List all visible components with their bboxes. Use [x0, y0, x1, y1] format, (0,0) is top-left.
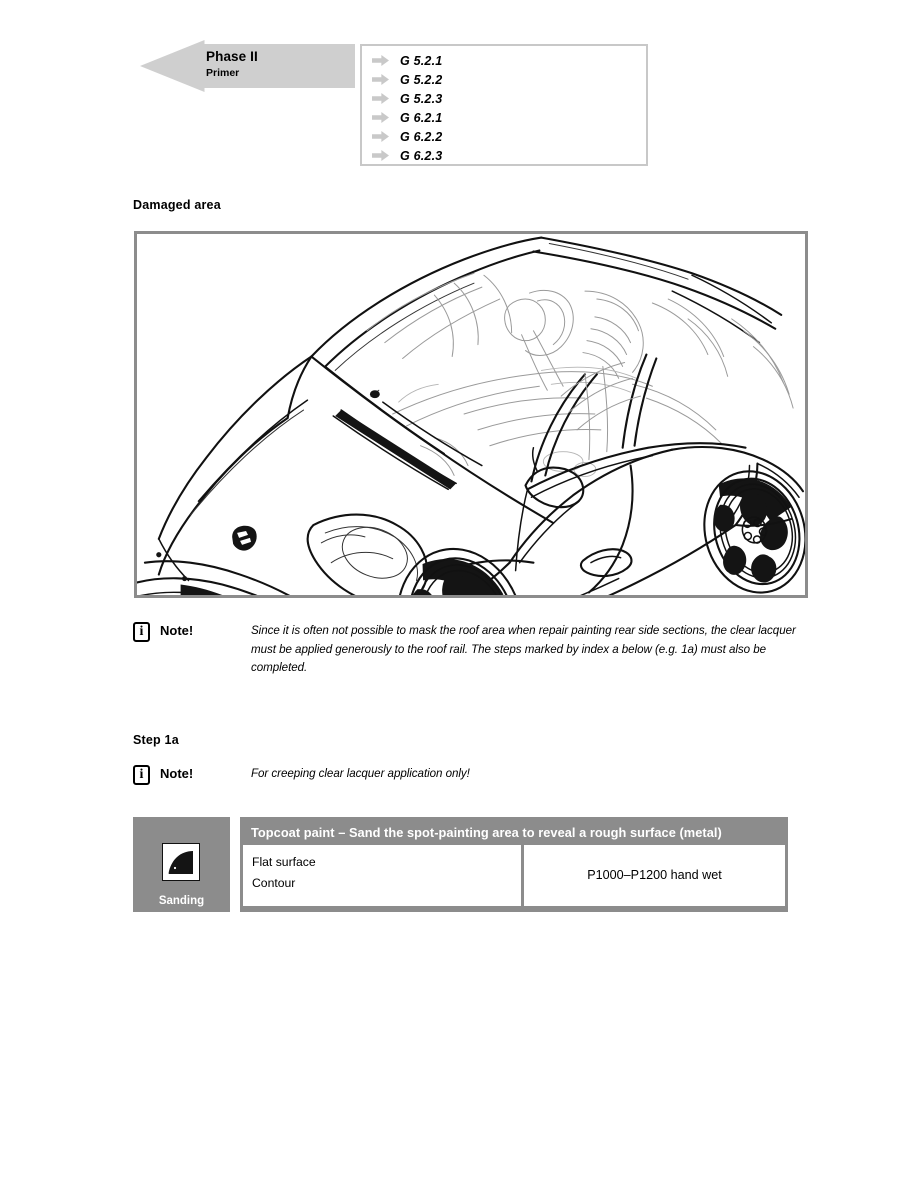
phase-title: Phase II: [206, 49, 258, 64]
phase-banner: [140, 40, 355, 92]
reference-label: G 5.2.1: [400, 53, 443, 68]
note-text: For creeping clear lacquer application only!: [251, 767, 470, 780]
reference-label: G 5.2.3: [400, 91, 443, 106]
phase-subtitle: Primer: [206, 67, 240, 79]
info-icon-glyph: i: [139, 767, 144, 782]
procedure-table: [133, 817, 788, 912]
list-item[interactable]: [372, 89, 646, 108]
note-text: Since it is often not possible to mask the roof area when repair painting rear side sections, the clear lacquer must be applied generously to the roof rail. The steps marked by index a below (e.g. 1a) must also be completed.: [251, 624, 796, 674]
arrow-right-icon: [372, 150, 389, 161]
arrow-right-icon: [372, 74, 389, 85]
phase-banner-text: [206, 48, 258, 81]
page-title-damaged-area: Damaged area: [133, 198, 221, 212]
page-title-step: Step 1a: [133, 733, 179, 747]
table-header: Topcoat paint – Sand the spot-painting area to reveal a rough surface (metal): [251, 825, 722, 840]
info-icon: [133, 622, 150, 642]
reference-label: G 6.2.1: [400, 110, 443, 125]
list-item[interactable]: [372, 70, 646, 89]
sanding-icon: [162, 843, 200, 881]
arrow-right-icon: [372, 131, 389, 142]
table-cell-value: Contour: [252, 876, 296, 890]
reference-label: G 5.2.2: [400, 72, 443, 87]
table-row: [243, 845, 785, 906]
list-item[interactable]: [372, 146, 646, 165]
tool-tile-sanding: [133, 817, 230, 912]
reference-label: G 6.2.3: [400, 148, 443, 163]
list-item[interactable]: [372, 51, 646, 70]
table-cell-surface-types: [243, 845, 521, 906]
list-item[interactable]: [372, 108, 646, 127]
table-panel: [240, 817, 788, 912]
table-cell-value: P1000–P1200 hand wet: [587, 868, 722, 882]
reference-list-box: [360, 44, 648, 166]
car-illustration-frame: [134, 231, 808, 598]
list-item[interactable]: [372, 127, 646, 146]
reference-label: G 6.2.2: [400, 129, 443, 144]
porsche-911-line-drawing: [137, 234, 805, 595]
note-label: Note!: [160, 766, 194, 781]
note-label: Note!: [160, 623, 194, 638]
info-icon-glyph: i: [139, 624, 144, 639]
info-icon: [133, 765, 150, 785]
arrow-right-icon: [372, 93, 389, 104]
table-cell-value: Flat surface: [252, 855, 316, 869]
arrow-right-icon: [372, 55, 389, 66]
table-cell-grit-spec: [524, 845, 785, 906]
tool-label: Sanding: [158, 895, 205, 907]
arrow-right-icon: [372, 112, 389, 123]
